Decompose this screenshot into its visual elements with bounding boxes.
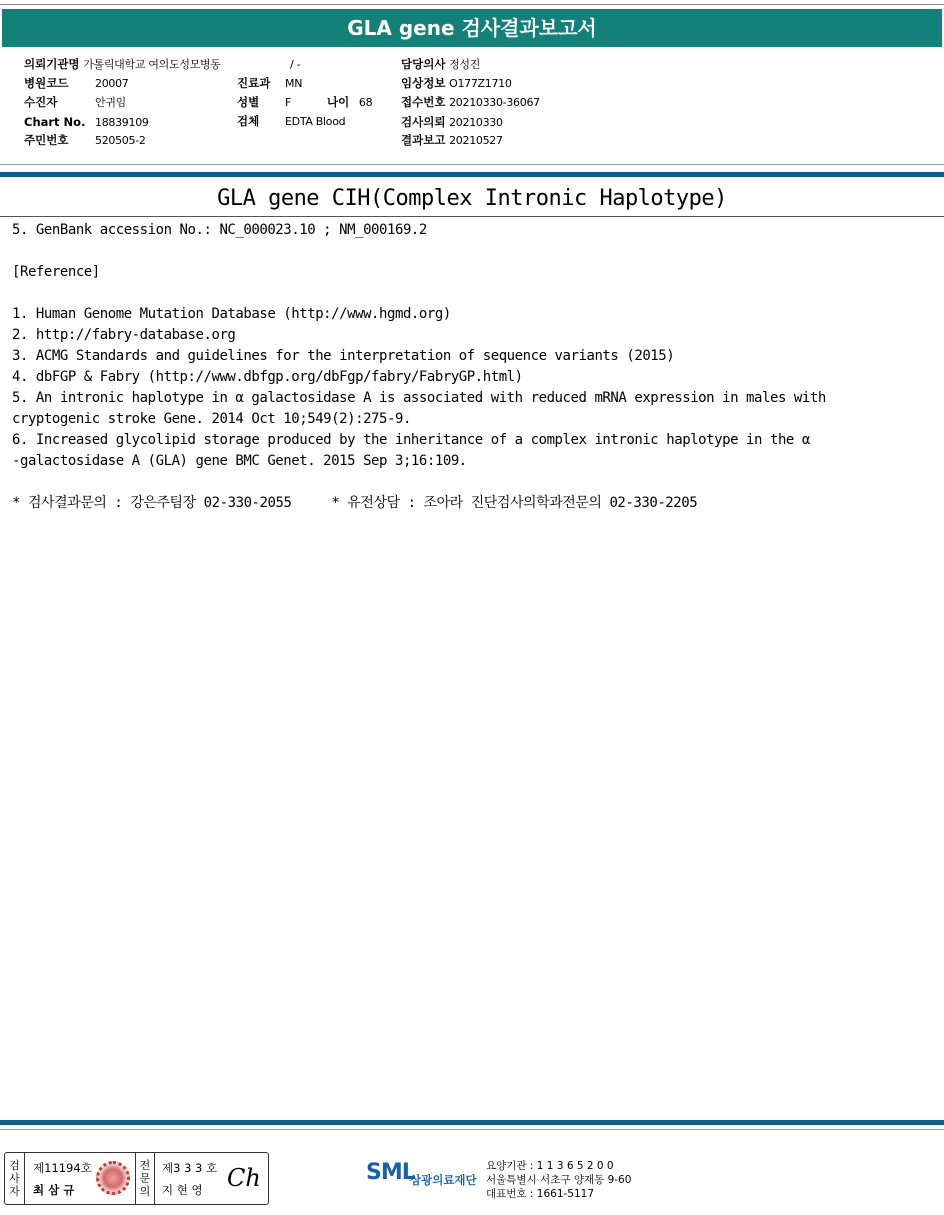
signature-mark: Ch bbox=[227, 1164, 261, 1192]
clinical-info-row bbox=[401, 76, 512, 91]
age-value: 68 bbox=[358, 96, 373, 109]
genbank-line: 5. GenBank accession No.: NC_000023.10 ; NM_000169.2 bbox=[12, 222, 427, 238]
top-border-line bbox=[0, 4, 944, 5]
org-code: 요양기관 : 1 1 3 6 5 2 0 0 bbox=[486, 1160, 614, 1172]
requesting-org-label: 의뢰기관명 bbox=[24, 57, 80, 71]
ward-row bbox=[290, 57, 300, 72]
signature-box bbox=[4, 1152, 269, 1205]
reference-item: 2. http://fabry-database.org bbox=[12, 327, 236, 343]
result-report-value: 20210527 bbox=[449, 134, 503, 147]
footer-divider bbox=[0, 1129, 944, 1130]
hospital-code-value-row bbox=[95, 76, 129, 91]
reference-item: 5. An intronic haplotype in α galactosidase A is associated with reduced mRNA expression in males with bbox=[12, 390, 826, 406]
sex-value-row bbox=[285, 95, 291, 110]
requesting-org-row bbox=[24, 57, 221, 72]
department-value-row bbox=[285, 76, 302, 91]
chart-no-label: Chart No. bbox=[24, 115, 86, 129]
resident-no-row bbox=[24, 133, 68, 147]
reference-item-continuation: -galactosidase A (GLA) gene BMC Genet. 2015 Sep 3;16:109. bbox=[12, 453, 467, 469]
chart-no-value: 18839109 bbox=[95, 116, 149, 129]
recipient-row bbox=[24, 95, 57, 109]
sex-value: F bbox=[285, 96, 292, 109]
recipient-value: 안귀임 bbox=[95, 96, 126, 109]
reference-item-continuation: cryptogenic stroke Gene. 2014 Oct 10;549(2):275-9. bbox=[12, 411, 411, 427]
header-divider bbox=[0, 164, 944, 165]
sex-label: 성별 bbox=[237, 95, 260, 109]
department-label: 진료과 bbox=[237, 76, 271, 90]
receipt-no-label: 접수번호 bbox=[401, 95, 446, 109]
specimen-value-row bbox=[285, 114, 345, 129]
clinical-info-value: O177Z1710 bbox=[449, 77, 512, 90]
resident-no-label: 주민번호 bbox=[24, 133, 69, 147]
confirmer-name: 지 현 영 bbox=[162, 1183, 203, 1197]
department-row bbox=[237, 76, 270, 90]
section-title-underline bbox=[0, 216, 944, 217]
specimen-value: EDTA Blood bbox=[285, 115, 346, 128]
resident-no-value: 520505-2 bbox=[95, 134, 146, 147]
sml-logo: SML bbox=[366, 1160, 415, 1185]
confirmer-vlabel-text: 전문의 bbox=[139, 1159, 151, 1198]
test-request-value: 20210330 bbox=[449, 116, 503, 129]
sex-row bbox=[237, 95, 259, 109]
chart-no-value-row bbox=[95, 115, 149, 130]
hospital-code-row bbox=[24, 76, 68, 90]
examiner-vertical-label bbox=[5, 1153, 25, 1204]
section-title: GLA gene CIH(Complex Intronic Haplotype) bbox=[217, 186, 727, 211]
recipient-label: 수진자 bbox=[24, 95, 58, 109]
reference-item: 4. dbFGP & Fabry (http://www.dbfgp.org/dbFgp/fabry/FabryGP.html) bbox=[12, 369, 523, 385]
receipt-no-value: 20210330-36067 bbox=[449, 96, 540, 109]
age-row bbox=[327, 95, 372, 110]
hospital-code-value: 20007 bbox=[95, 77, 129, 90]
reference-item: 6. Increased glycolipid storage produced by the inheritance of a complex intronic haplotype in the α bbox=[12, 432, 810, 448]
result-report-row bbox=[401, 133, 503, 148]
specimen-label: 검체 bbox=[237, 114, 260, 128]
test-request-label: 검사의뢰 bbox=[401, 115, 446, 129]
doctor-label: 담당의사 bbox=[401, 57, 446, 71]
org-phone: 대표번호 : 1661-5117 bbox=[486, 1188, 595, 1200]
requesting-org-value: 가톨릭대학교 여의도성모병동 bbox=[83, 58, 221, 71]
header-thick-rule bbox=[0, 172, 944, 177]
test-request-row bbox=[401, 115, 503, 130]
examiner-vlabel-text: 검사자 bbox=[9, 1159, 20, 1198]
receipt-no-row bbox=[401, 95, 540, 110]
reference-item: 3. ACMG Standards and guidelines for the interpretation of sequence variants (2015) bbox=[12, 348, 675, 364]
org-address: 서울특별시 서초구 양재동 9-60 bbox=[486, 1174, 632, 1186]
report-title: GLA gene 검사결과보고서 bbox=[2, 9, 942, 47]
org-info bbox=[486, 1159, 631, 1201]
examiner-license: 제11194호 bbox=[33, 1161, 92, 1175]
confirmer-vertical-label bbox=[135, 1153, 155, 1204]
contact-line: * 검사결과문의 : 강은주팀장 02-330-2055 * 유전상담 : 조아라 진단검사의학과전문의 02-330-2205 bbox=[12, 495, 698, 511]
footer-thick-rule bbox=[0, 1120, 944, 1125]
recipient-value-row bbox=[95, 95, 126, 110]
org-name: 삼광의료재단 bbox=[410, 1173, 477, 1187]
department-value: MN bbox=[285, 77, 303, 90]
resident-no-value-row bbox=[95, 133, 146, 148]
reference-item: 1. Human Genome Mutation Database (http://www.hgmd.org) bbox=[12, 306, 451, 322]
chart-no-row bbox=[24, 115, 85, 129]
examiner-name: 최 삼 규 bbox=[33, 1183, 75, 1197]
doctor-value: 정성진 bbox=[449, 58, 481, 71]
seal-stamp-icon bbox=[96, 1161, 130, 1195]
result-report-label: 결과보고 bbox=[401, 133, 446, 147]
confirmer-license: 제3 3 3 호 bbox=[162, 1161, 218, 1175]
specimen-row bbox=[237, 114, 259, 128]
reference-heading: [Reference] bbox=[12, 264, 100, 280]
clinical-info-label: 임상정보 bbox=[401, 76, 446, 90]
doctor-row bbox=[401, 57, 480, 72]
ward-value: / - bbox=[290, 58, 301, 71]
hospital-code-label: 병원코드 bbox=[24, 76, 69, 90]
age-label: 나이 bbox=[327, 95, 350, 109]
